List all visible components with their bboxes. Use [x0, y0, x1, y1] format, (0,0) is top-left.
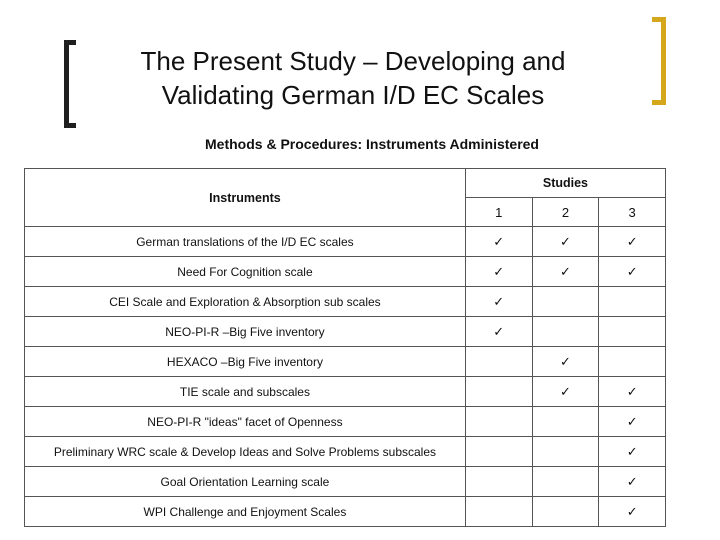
table-row: [25, 317, 666, 347]
check-mark: [532, 317, 599, 347]
check-mark: [532, 407, 599, 437]
study-number-2: 2: [532, 198, 599, 227]
instrument-label: Preliminary WRC scale & Develop Ideas and Solve Problems subscales: [25, 437, 466, 467]
check-mark: ✓: [532, 227, 599, 257]
studies-column-header: Studies: [465, 169, 665, 198]
instruments-table: [24, 168, 666, 527]
check-mark: [599, 287, 666, 317]
instrument-label: WPI Challenge and Enjoyment Scales: [25, 497, 466, 527]
check-mark: ✓: [599, 497, 666, 527]
check-mark: ✓: [532, 257, 599, 287]
instrument-label: TIE scale and subscales: [25, 377, 466, 407]
check-mark: ✓: [465, 257, 532, 287]
slide-subtitle: Methods & Procedures: Instruments Administered: [205, 136, 539, 152]
check-mark: [465, 437, 532, 467]
check-mark: ✓: [599, 377, 666, 407]
check-mark: ✓: [599, 407, 666, 437]
check-mark: [532, 437, 599, 467]
table-row: [25, 467, 666, 497]
check-mark: [465, 377, 532, 407]
instrument-label: NEO-PI-R –Big Five inventory: [25, 317, 466, 347]
table-row: [25, 227, 666, 257]
table-row: [25, 347, 666, 377]
check-mark: [465, 467, 532, 497]
table-row: [25, 287, 666, 317]
study-number-3: 3: [599, 198, 666, 227]
check-mark: ✓: [465, 227, 532, 257]
table-row: [25, 377, 666, 407]
instrument-label: HEXACO –Big Five inventory: [25, 347, 466, 377]
check-mark: [465, 497, 532, 527]
check-mark: ✓: [599, 467, 666, 497]
check-mark: ✓: [599, 257, 666, 287]
instruments-column-header: Instruments: [25, 169, 466, 227]
table-row: [25, 407, 666, 437]
table-row: [25, 257, 666, 287]
slide-title: The Present Study – Developing and Validating German I/D EC Scales: [140, 46, 566, 110]
instrument-label: Goal Orientation Learning scale: [25, 467, 466, 497]
instrument-label: Need For Cognition scale: [25, 257, 466, 287]
check-mark: [465, 347, 532, 377]
table-row: [25, 497, 666, 527]
instrument-label: NEO-PI-R "ideas" facet of Openness: [25, 407, 466, 437]
check-mark: ✓: [532, 377, 599, 407]
check-mark: ✓: [465, 287, 532, 317]
right-bracket-decoration: [652, 17, 666, 105]
check-mark: ✓: [599, 437, 666, 467]
check-mark: ✓: [465, 317, 532, 347]
instrument-label: German translations of the I/D EC scales: [25, 227, 466, 257]
study-number-1: 1: [465, 198, 532, 227]
table-row: [25, 437, 666, 467]
check-mark: [599, 347, 666, 377]
check-mark: [532, 497, 599, 527]
check-mark: [599, 317, 666, 347]
check-mark: ✓: [599, 227, 666, 257]
check-mark: [532, 467, 599, 497]
instrument-label: CEI Scale and Exploration & Absorption sub scales: [25, 287, 466, 317]
left-bracket-decoration: [64, 40, 76, 128]
check-mark: ✓: [532, 347, 599, 377]
table-header-row: [25, 169, 666, 198]
check-mark: [465, 407, 532, 437]
check-mark: [532, 287, 599, 317]
